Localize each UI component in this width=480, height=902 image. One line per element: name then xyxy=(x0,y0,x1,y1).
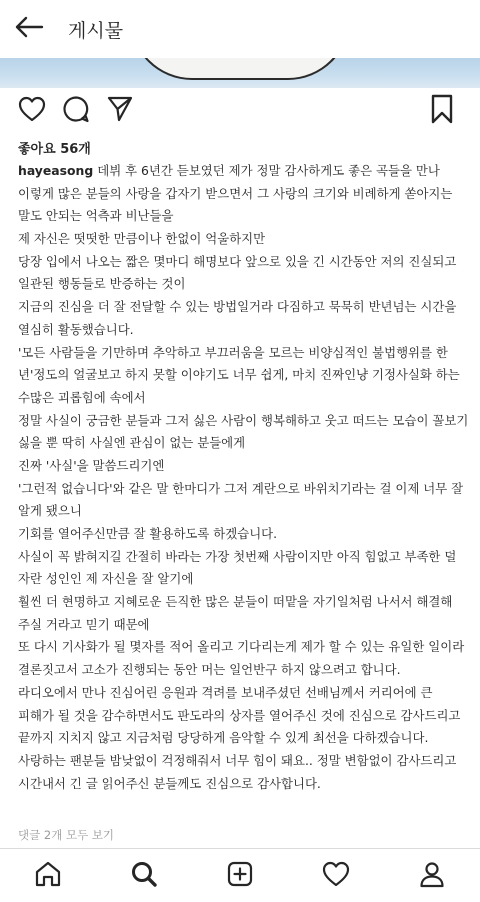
bookmark-icon xyxy=(430,94,454,128)
nav-search-button[interactable] xyxy=(114,851,174,901)
caption-line: 당장 입에서 나오는 짧은 몇마디 해명보다 앞으로 있을 긴 시간동안 저의 진실되고 xyxy=(18,253,457,269)
username-link[interactable]: hayeasong xyxy=(18,163,94,178)
caption-line: 훨씬 더 현명하고 지혜로운 든직한 많은 분들이 떠맡을 자기일처럼 나서서 해결해 xyxy=(18,594,453,610)
caption-line: 기회를 열어주신만큼 잘 활용하도록 하겠습니다. xyxy=(18,526,278,541)
caption-line: 알게 됐으니 xyxy=(18,503,82,519)
likes-count[interactable]: 좋아요 56개 xyxy=(18,142,91,157)
caption-line: 년'정도의 얼굴보고 하지 못할 이야기도 너무 쉽게, 마치 진짜인냥 기정사실화 하는 xyxy=(18,367,460,383)
caption-line: 정말 사실이 궁금한 분들과 그저 싫은 사람이 행복해하고 웃고 떠드는 모습이 꼴보기 xyxy=(18,412,469,428)
caption-line: 일관된 행동들로 반증하는 것이 xyxy=(18,276,186,292)
post-actions xyxy=(0,88,480,134)
post-caption xyxy=(18,160,469,795)
page-title: 게시물 xyxy=(68,19,124,42)
save-button[interactable] xyxy=(420,89,464,133)
caption-line: 피해가 될 것을 감수하면서도 판도라의 상자를 열어주신 것에 진심으로 감사드리고 xyxy=(18,707,461,723)
caption-line: 말도 안되는 억측과 비난들을 xyxy=(18,208,174,224)
caption-line: 라디오에서 만나 진심어린 응원과 격려를 보내주셨던 선배님께서 커리어에 큰 xyxy=(18,684,433,700)
comment-button[interactable] xyxy=(54,89,98,133)
caption-line: 수많은 괴롭힘에 속에서 xyxy=(18,389,146,405)
view-comments-link[interactable]: 댓글 2개 모두 보기 xyxy=(18,828,115,842)
caption-line: '그런적 없습니다'와 같은 말 한마디가 그저 계란으로 바위치기라는 걸 이제 너무 잘 xyxy=(18,480,464,496)
caption-line: hayeasong 데뷔 후 6년간 듣보였던 제가 정말 감사하게도 좋은 곡들을 만나 xyxy=(18,163,440,178)
search-icon xyxy=(130,860,158,892)
caption-line: 싫을 뿐 딱히 사실엔 관심이 없는 분들에게 xyxy=(18,435,246,451)
caption-line: 시간내서 긴 글 읽어주신 분들께도 진심으로 감사합니다. xyxy=(18,775,321,791)
caption-line: 이렇게 많은 분들의 사랑을 갑자기 받으면서 그 사랑의 크기와 비례하게 쏟아지는 xyxy=(18,185,453,201)
caption-line: 제 자신은 떳떳한 만큼이나 한없이 억울하지만 xyxy=(18,231,266,247)
caption-line: 사실이 꼭 밝혀지길 간절히 바라는 가장 첫번째 사람이지만 아직 힘없고 부족한 덜 xyxy=(18,548,457,564)
caption-line: 사랑하는 팬분들 밤낮없이 걱정해줘서 너무 힘이 돼요.. 정말 변함없이 감사드리고 xyxy=(18,752,457,768)
heart-icon xyxy=(18,96,46,126)
nav-add-button[interactable] xyxy=(210,851,270,901)
caption-line: 결론짓고서 고소가 진행되는 동안 머는 일언반구 하지 않으려고 합니다. xyxy=(18,662,401,678)
post-image[interactable] xyxy=(0,58,480,88)
like-button[interactable] xyxy=(10,89,54,133)
bottom-nav xyxy=(0,849,480,902)
top-bar xyxy=(0,0,480,58)
profile-icon xyxy=(418,860,446,892)
caption-line: 진짜 '사실'을 말씀드리기엔 xyxy=(18,457,165,473)
caption-line: 열심히 활동했습니다. xyxy=(18,321,134,337)
arrow-left-icon xyxy=(14,16,44,42)
paper-plane-icon xyxy=(106,95,134,127)
home-icon xyxy=(34,860,62,892)
caption-line: 지금의 진심을 더 잘 전달할 수 있는 방법일거라 다짐하고 묵묵히 반년넘는 시간을 xyxy=(18,299,457,315)
heart-icon xyxy=(322,861,350,891)
caption-line: 자란 성인인 제 자신을 잘 알기에 xyxy=(18,571,194,587)
caption-line: 주실 거라고 믿기 때문에 xyxy=(18,616,150,632)
caption-line: 끝까지 지치지 않고 지금처럼 당당하게 음악할 수 있게 최선을 다하겠습니다. xyxy=(18,730,429,746)
nav-profile-button[interactable] xyxy=(402,851,462,901)
add-post-icon xyxy=(226,860,254,892)
back-button[interactable] xyxy=(0,0,58,58)
nav-home-button[interactable] xyxy=(18,851,78,901)
nav-activity-button[interactable] xyxy=(306,851,366,901)
share-button[interactable] xyxy=(98,89,142,133)
comment-bubble-icon xyxy=(62,95,90,127)
caption-line: '모든 사람들을 기만하며 추악하고 부끄러움을 모르는 비양심적인 불법행위를 한 xyxy=(18,344,448,360)
caption-line: 또 다시 기사화가 될 몇자를 적어 올리고 기다리는게 제가 할 수 있는 유일한 일이라 xyxy=(18,639,465,655)
